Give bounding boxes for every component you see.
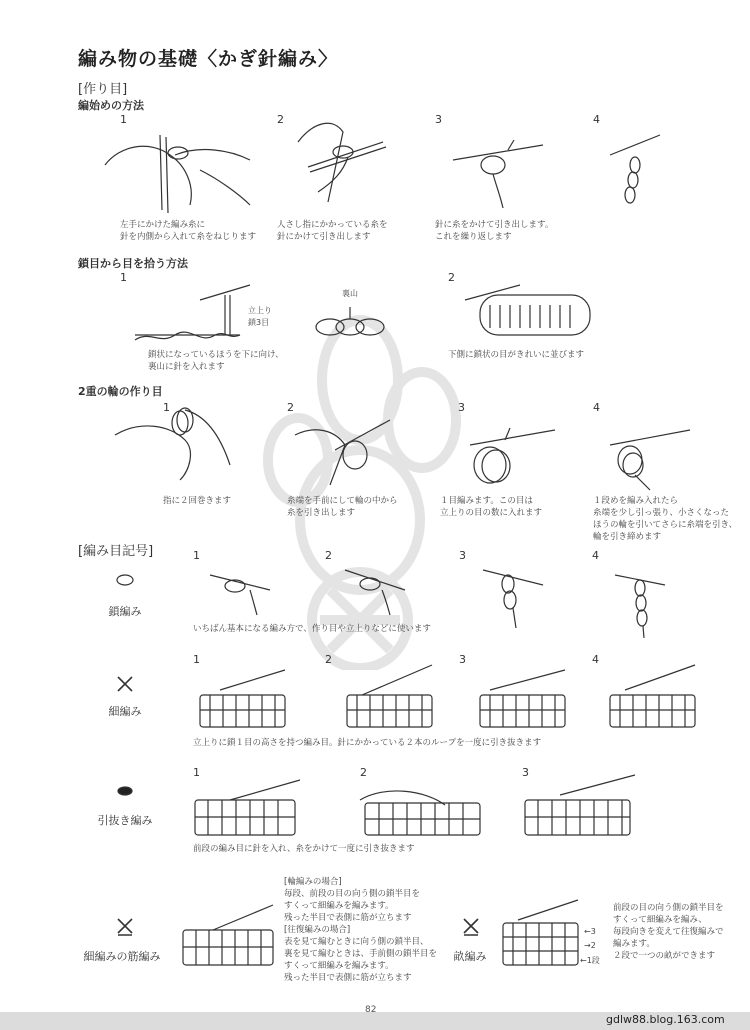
single-step-1-number: 1 [193, 653, 200, 666]
ring-step-1-illustration [110, 395, 250, 485]
chain-step-4-number: 4 [592, 549, 599, 562]
slip-step-3-number: 3 [522, 766, 529, 779]
ridge-stitch-illustration [498, 895, 583, 970]
start-step-2-caption: 人さし指にかかっている糸を 針にかけて引き出します [277, 220, 388, 242]
page-number: 82 [365, 1005, 377, 1015]
pickup-step-2-caption: 下側に鎖状の目がきれいに並びます [448, 350, 585, 360]
ring-step-1-number: 1 [163, 401, 170, 414]
single-step-1-illustration [195, 665, 290, 730]
ring-step-3-illustration [460, 420, 560, 490]
back-loop-label: 細編みの筋編み [83, 950, 161, 963]
ring-step-2-caption: 糸端を手前にして輪の中から 糸を引き出します [287, 496, 398, 518]
ring-step-2-illustration [290, 405, 400, 490]
ring-step-3-number: 3 [458, 401, 465, 414]
slip-stitch-label: 引抜き編み [97, 814, 153, 827]
ridge-row-3: ←3 [584, 927, 596, 936]
pickup-step-1-caption: 鎖状になっているほうを下に向け、 裏山に針を入れます [148, 350, 284, 372]
subheading-double-ring: 2重の輪の作り目 [78, 385, 163, 398]
chain-step-1-illustration [205, 560, 275, 615]
slip-step-1-number: 1 [193, 766, 200, 779]
pickup-step-1-illustration [130, 280, 260, 345]
ring-step-3-caption: １目編みます。この目は 立上りの目の数に入れます [440, 496, 543, 518]
back-loop-caption: [輪編みの場合] 毎段、前段の目の向う側の鎖半目を すくって細編みを編みます。 残った半目で表側に筋が立ちます [往復編みの場合] 表を見て編むときに向う側の鎖半目、 裏を見て編むときは、手前側の鎖半目を すくって細編みを編みます。 残った半目で表側に筋が立ちます [284, 877, 438, 983]
slip-step-3-illustration [520, 775, 640, 840]
single-crochet-caption: 立上りに鎖１目の高さを持つ編み目。針にかかっている２本のループを一度に引き抜きます [193, 738, 542, 748]
ring-step-2-number: 2 [287, 401, 294, 414]
single-step-4-illustration [605, 665, 700, 730]
pickup-label-back-bump: 裏山 [342, 289, 358, 298]
start-step-2-number: 2 [277, 113, 284, 126]
pickup-label-chain-3: 鎖3目 [248, 318, 270, 327]
start-step-3-caption: 針に糸をかけて引き出します。 これを繰り返します [435, 220, 554, 242]
single-step-3-illustration [475, 665, 570, 730]
site-watermark-text: gdlw88.blog.163.com [606, 1013, 725, 1026]
chain-step-2-illustration [340, 560, 410, 615]
start-step-1-number: 1 [120, 113, 127, 126]
chain-step-4-illustration [610, 560, 670, 640]
chain-label: 鎖編み [108, 605, 142, 618]
chain-step-2-number: 2 [325, 549, 332, 562]
start-step-1-illustration [100, 125, 260, 215]
start-step-2-illustration [288, 112, 398, 212]
section-stitch-symbols: [編み目記号] [78, 544, 154, 559]
chain-step-3-illustration [478, 560, 548, 630]
page-title: 編み物の基礎〈かぎ針編み〉 [78, 48, 339, 70]
slip-stitch-symbol-icon [116, 785, 134, 797]
pickup-step-1-number: 1 [120, 271, 127, 284]
start-step-4-number: 4 [593, 113, 600, 126]
ridge-row-1: ←1段 [580, 956, 600, 965]
single-step-2-number: 2 [325, 653, 332, 666]
pickup-chain-closeup-illustration [310, 305, 390, 345]
ridge-stitch-label: 畝編み [453, 950, 487, 963]
chain-step-1-number: 1 [193, 549, 200, 562]
start-step-3-number: 3 [435, 113, 442, 126]
chain-caption: いちばん基本になる編み方で、作り目や立上りなどに使います [193, 624, 431, 634]
ring-step-4-caption: １段めを編み入れたら 糸端を少し引っ張り、小さくなった ほうの輪を引いてさらに糸端を引き、 輪を引き締めます [593, 496, 738, 542]
start-step-3-illustration [448, 130, 548, 210]
single-crochet-label: 細編み [108, 705, 142, 718]
start-step-4-illustration [605, 125, 665, 215]
single-step-2-illustration [342, 665, 437, 730]
slip-step-2-illustration [355, 775, 485, 840]
chain-step-3-number: 3 [459, 549, 466, 562]
section-cast-on: [作り目] [78, 82, 128, 97]
pickup-step-2-number: 2 [448, 271, 455, 284]
single-step-3-number: 3 [459, 653, 466, 666]
ridge-row-2: →2 [584, 941, 596, 950]
ring-step-4-number: 4 [593, 401, 600, 414]
back-loop-illustration [178, 900, 278, 970]
single-crochet-symbol-icon [116, 675, 134, 693]
slip-step-2-number: 2 [360, 766, 367, 779]
ridge-stitch-symbol-icon [462, 915, 480, 937]
single-step-4-number: 4 [592, 653, 599, 666]
subheading-pickup-method: 鎖目から目を拾う方法 [78, 257, 188, 270]
start-step-1-caption: 左手にかけた編み糸に 針を内側から入れて糸をねじります [120, 220, 257, 242]
slip-step-1-illustration [190, 775, 305, 840]
back-loop-symbol-icon [116, 915, 134, 937]
chain-symbol-icon [115, 573, 135, 587]
subheading-start-method: 編始めの方法 [78, 99, 144, 112]
ridge-stitch-caption: 前段の目の向う側の鎖半目を すくって細編みを編み、 毎段向きを変えて往復編みで 編みます。 ２段で一つの畝ができます [613, 903, 724, 961]
pickup-label-tachiagari: 立上り [248, 306, 272, 315]
pickup-step-2-illustration [460, 280, 600, 345]
ring-step-4-illustration [605, 420, 695, 490]
slip-stitch-caption: 前段の編み目に針を入れ、糸をかけて一度に引き抜きます [193, 844, 415, 854]
ring-step-1-caption: 指に２回巻きます [163, 496, 232, 506]
